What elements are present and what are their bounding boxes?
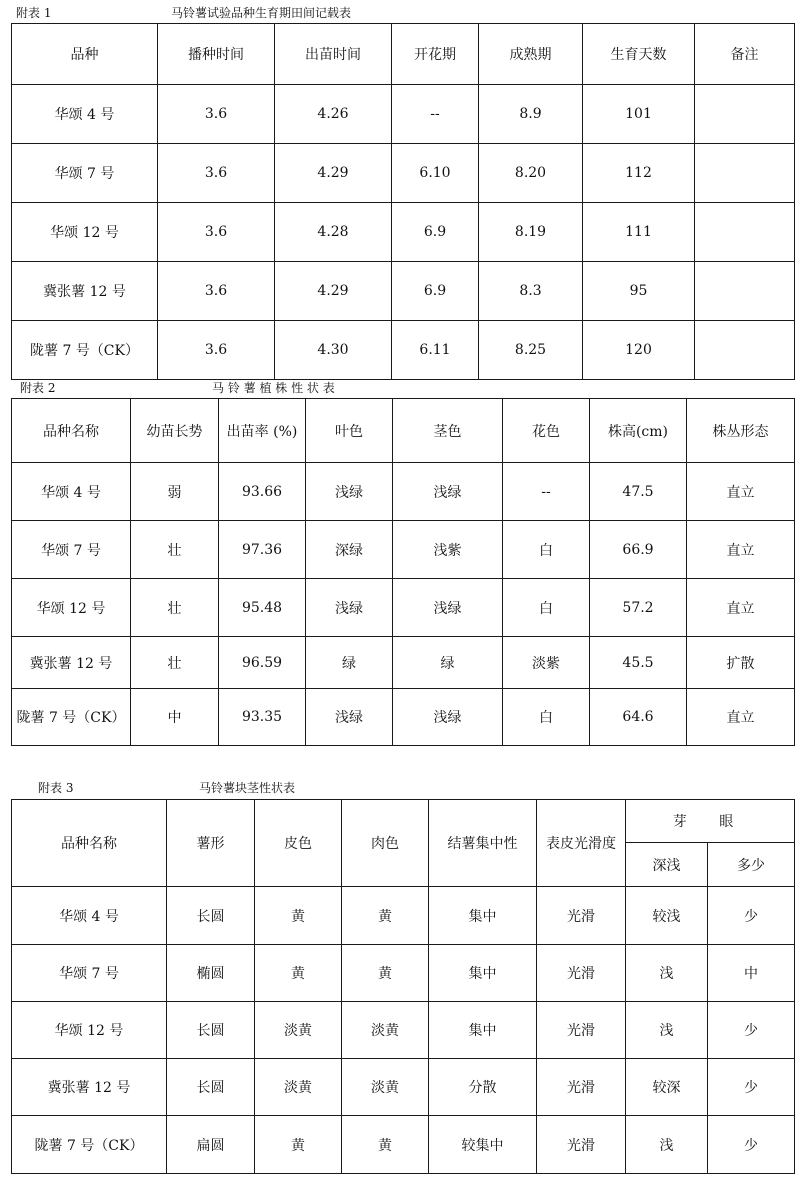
table-cell: 4.29 [275,144,392,203]
table-row [12,887,795,945]
table3-subheader-cell: 深浅 [626,843,708,887]
variety-cell: 华颂 12 号 [12,579,131,637]
table-cell [695,144,795,203]
variety-cell: 陇薯 7 号（CK） [12,689,131,746]
table-cell: 较集中 [429,1116,537,1174]
table1-header-cell: 成熟期 [479,24,583,85]
table2-title: 马 铃 薯 植 株 性 状 表 [212,381,335,395]
table-cell: 壮 [131,637,219,689]
table-cell: 64.6 [590,689,687,746]
table-cell: 黄 [342,945,429,1002]
table-cell: 47.5 [590,463,687,521]
table-cell [695,262,795,321]
table1-growth-period [11,23,795,380]
variety-cell: 华颂 7 号 [12,521,131,579]
table3-caption [38,779,538,797]
table-cell: 白 [503,579,590,637]
table-cell: 壮 [131,579,219,637]
table-cell: 少 [708,887,795,945]
table-cell: 浅 [626,945,708,1002]
table-cell: 较浅 [626,887,708,945]
table-cell: 深绿 [306,521,393,579]
table-cell: 光滑 [537,1116,626,1174]
table1-header-cell: 出苗时间 [275,24,392,85]
table3-title: 马铃薯块茎性状表 [199,781,296,795]
table-cell: 浅绿 [306,689,393,746]
variety-cell: 华颂 12 号 [12,1002,167,1059]
table2-header-cell: 出苗率 (%) [219,399,306,463]
table-cell: 浅紫 [393,521,503,579]
table-cell: 光滑 [537,1059,626,1116]
table-cell: 光滑 [537,1002,626,1059]
table3-header-cell: 肉色 [342,800,429,887]
table-cell: 分散 [429,1059,537,1116]
table-cell: 97.36 [219,521,306,579]
table1-title: 马铃薯试验品种生育期田间记载表 [171,6,352,20]
table3-tuber-traits [11,799,795,1174]
variety-cell: 冀张薯 12 号 [12,262,158,321]
table-cell: 光滑 [537,887,626,945]
table-cell: 浅 [626,1116,708,1174]
table2-header-cell: 花色 [503,399,590,463]
table-cell [695,203,795,262]
variety-cell: 华颂 4 号 [12,463,131,521]
table-cell: 黄 [255,945,342,1002]
table2-plant-traits [11,398,795,746]
table1-header-cell: 开花期 [392,24,479,85]
table-cell: 4.30 [275,321,392,380]
table-cell: 少 [708,1116,795,1174]
table-cell: 白 [503,689,590,746]
table1-header-row [12,24,795,85]
table-cell: 浅 [626,1002,708,1059]
table-cell: -- [392,85,479,144]
table-cell: 3.6 [158,203,275,262]
table-cell: 壮 [131,521,219,579]
table-cell: 6.10 [392,144,479,203]
variety-cell: 华颂 7 号 [12,144,158,203]
table-cell: 少 [708,1059,795,1116]
table3-subheader-cell: 多少 [708,843,795,887]
table-cell: 浅绿 [393,689,503,746]
table-cell: 6.9 [392,203,479,262]
table-cell: 扩散 [687,637,795,689]
table-cell: 集中 [429,1002,537,1059]
table1-header-cell: 品种 [12,24,158,85]
table-cell: 8.9 [479,85,583,144]
table-cell: 淡紫 [503,637,590,689]
table3-header-cell: 表皮光滑度 [537,800,626,887]
table2-header-cell: 幼苗长势 [131,399,219,463]
table2-header-cell: 茎色 [393,399,503,463]
table-cell: 淡黄 [342,1059,429,1116]
variety-cell: 冀张薯 12 号 [12,637,131,689]
table-row [12,1002,795,1059]
table-cell: 4.29 [275,262,392,321]
table-cell: 黄 [255,1116,342,1174]
table3-header-cell: 皮色 [255,800,342,887]
table-cell: 111 [583,203,695,262]
table-cell: 集中 [429,887,537,945]
table-row [12,203,795,262]
table-cell: 淡黄 [255,1002,342,1059]
table-cell [695,85,795,144]
table-cell: 3.6 [158,262,275,321]
variety-cell: 华颂 4 号 [12,85,158,144]
table-row [12,1059,795,1116]
table-cell: 长圆 [167,1002,255,1059]
table3-header-cell: 结薯集中性 [429,800,537,887]
table-cell: 长圆 [167,887,255,945]
table3-header-cell: 薯形 [167,800,255,887]
variety-cell: 陇薯 7 号（CK） [12,1116,167,1174]
table1-header-cell: 播种时间 [158,24,275,85]
table-cell: 中 [708,945,795,1002]
table2-header-cell: 品种名称 [12,399,131,463]
table-cell: 淡黄 [255,1059,342,1116]
table-cell: 4.28 [275,203,392,262]
variety-cell: 华颂 4 号 [12,887,167,945]
table-row [12,262,795,321]
table1-header-cell: 备注 [695,24,795,85]
table2-caption [20,379,520,397]
table-row [12,637,795,689]
table-cell: 93.66 [219,463,306,521]
table-cell: 95 [583,262,695,321]
table-cell: 扁圆 [167,1116,255,1174]
table-cell: 120 [583,321,695,380]
table-cell: 少 [708,1002,795,1059]
variety-cell: 陇薯 7 号（CK） [12,321,158,380]
table-cell: 3.6 [158,144,275,203]
table-cell: 93.35 [219,689,306,746]
table3-label: 附表 3 [38,781,74,795]
table-row [12,144,795,203]
table2-header-cell: 株丛形态 [687,399,795,463]
table-cell: 66.9 [590,521,687,579]
table-cell: 黄 [255,887,342,945]
table-cell: 浅绿 [393,579,503,637]
table-cell: 浅绿 [306,463,393,521]
table3-eye-header: 芽 眼 [626,800,795,843]
table-cell: 8.19 [479,203,583,262]
table-cell: 95.48 [219,579,306,637]
table-cell [695,321,795,380]
table2-label: 附表 2 [20,381,56,395]
table-cell: 淡黄 [342,1002,429,1059]
table-cell: 6.11 [392,321,479,380]
table-cell: 弱 [131,463,219,521]
table-cell: 直立 [687,521,795,579]
table-cell: 集中 [429,945,537,1002]
table-cell: -- [503,463,590,521]
table-cell: 绿 [393,637,503,689]
table3-header-row [12,800,795,843]
table-row [12,689,795,746]
table-cell: 椭圆 [167,945,255,1002]
table1-label: 附表 1 [16,6,52,20]
table-cell: 4.26 [275,85,392,144]
table-row [12,463,795,521]
table-cell: 白 [503,521,590,579]
table2-header-row [12,399,795,463]
table-row [12,945,795,1002]
table-cell: 8.20 [479,144,583,203]
table-row [12,579,795,637]
variety-cell: 华颂 12 号 [12,203,158,262]
table-cell: 96.59 [219,637,306,689]
table2-header-cell: 株高(cm) [590,399,687,463]
table-row [12,85,795,144]
table-cell: 3.6 [158,321,275,380]
table-cell: 绿 [306,637,393,689]
table-cell: 8.25 [479,321,583,380]
table3-header-cell: 品种名称 [12,800,167,887]
table-cell: 黄 [342,887,429,945]
table-cell: 较深 [626,1059,708,1116]
table-cell: 8.3 [479,262,583,321]
table2-header-cell: 叶色 [306,399,393,463]
table-row [12,521,795,579]
variety-cell: 冀张薯 12 号 [12,1059,167,1116]
table-cell: 57.2 [590,579,687,637]
table-row [12,1116,795,1174]
table-cell: 浅绿 [306,579,393,637]
table-cell: 6.9 [392,262,479,321]
table1-header-cell: 生育天数 [583,24,695,85]
table-cell: 浅绿 [393,463,503,521]
table1-caption [16,4,516,22]
table-cell: 45.5 [590,637,687,689]
table-cell: 直立 [687,689,795,746]
table-cell: 112 [583,144,695,203]
table-cell: 直立 [687,579,795,637]
table-cell: 中 [131,689,219,746]
table-cell: 黄 [342,1116,429,1174]
variety-cell: 华颂 7 号 [12,945,167,1002]
table-cell: 长圆 [167,1059,255,1116]
table-cell: 光滑 [537,945,626,1002]
table-row [12,321,795,380]
table-cell: 101 [583,85,695,144]
table-cell: 直立 [687,463,795,521]
table-cell: 3.6 [158,85,275,144]
